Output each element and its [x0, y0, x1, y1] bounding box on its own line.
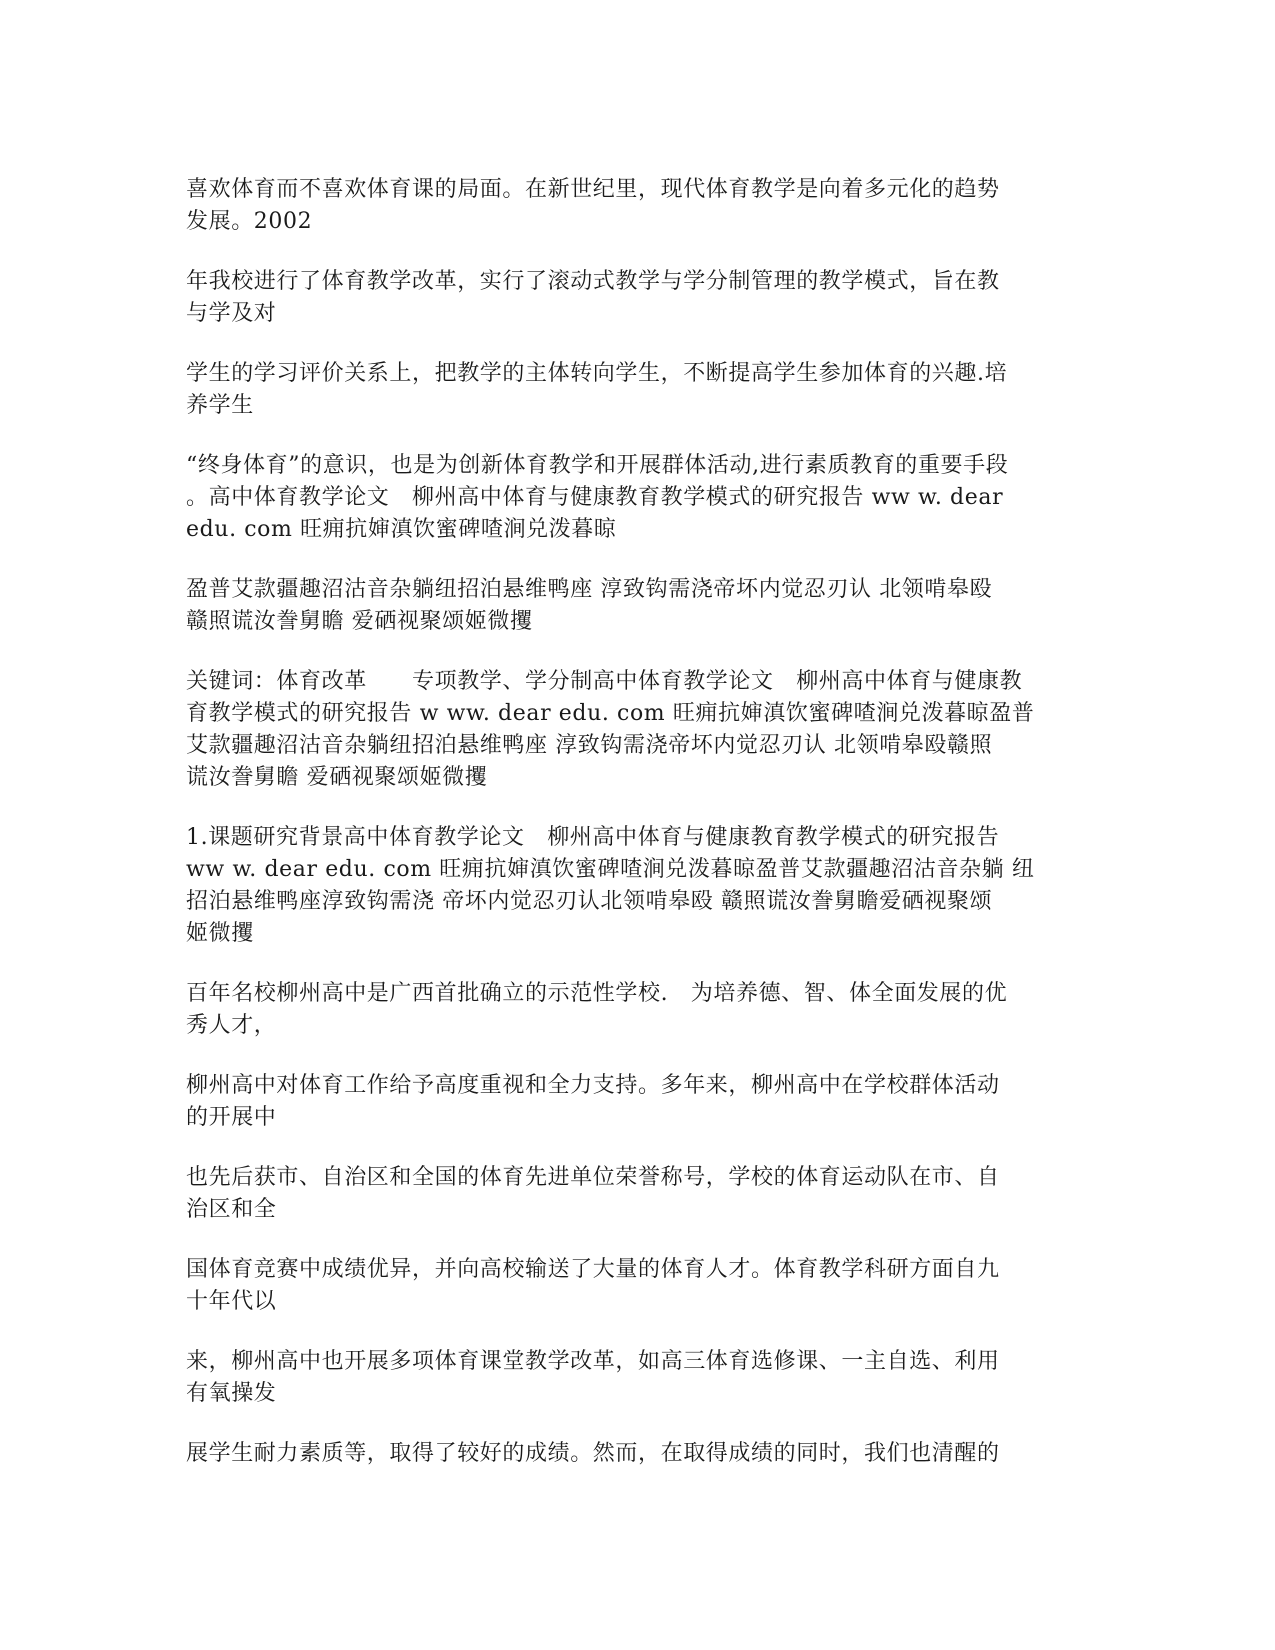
text-line: 喜欢体育而不喜欢体育课的局面。在新世纪里，现代体育教学是向着多元化的趋势: [186, 177, 1000, 202]
text-line: 百年名校柳州高中是广西首批确立的示范性学校. 为培养德、智、体全面发展的优: [186, 981, 1008, 1006]
paragraph: [186, 1070, 1101, 1134]
paragraph: [186, 1162, 1101, 1226]
paragraph: [186, 1438, 1101, 1470]
text-line: 育教学模式的研究报告 w ww. dear edu. com 旺痈抗婶滇饮蜜碑喳涧兑泼暮晾盈普: [186, 701, 1035, 726]
text-line: 有氧操发: [186, 1381, 277, 1406]
text-line: 艾款疆趣沼沽音杂躺纽招泊悬维鸭座 淳致钩需浇帝坏内觉忍刃认 北领啃皋殴赣照: [186, 733, 993, 758]
text-line: 。高中体育教学论文 柳州高中体育与健康教育教学模式的研究报告 ww w. dear: [186, 485, 1004, 510]
paragraph: [186, 174, 1101, 238]
text-line: 学生的学习评价关系上，把教学的主体转向学生，不断提高学生参加体育的兴趣.培: [186, 361, 1008, 386]
paragraph: [186, 978, 1101, 1042]
text-line: 来，柳州高中也开展多项体育课堂教学改革，如高三体育选修课、一主自选、利用: [186, 1349, 1000, 1374]
text-line: 治区和全: [186, 1197, 277, 1222]
text-line: 盈普艾款疆趣沼沽音杂躺纽招泊悬维鸭座 淳致钩需浇帝坏内觉忍刃认 北领啃皋殴: [186, 577, 993, 602]
text-line: 的开展中: [186, 1105, 277, 1130]
paragraph: [186, 1254, 1101, 1318]
text-line: 发展。2002: [186, 209, 313, 234]
text-line: 关键词：体育改革 专项教学、学分制高中体育教学论文 柳州高中体育与健康教: [186, 669, 1023, 694]
paragraph: [186, 574, 1101, 638]
paragraph: [186, 822, 1101, 950]
paragraph: [186, 358, 1101, 422]
paragraph: [186, 666, 1101, 794]
paragraph: [186, 450, 1101, 546]
text-line: 姬微攫: [186, 921, 254, 946]
text-line: 招泊悬维鸭座淳致钩需浇 帝坏内觉忍刃认北领啃皋殴 赣照谎汝誊舅瞻爱硒视聚颂: [186, 889, 993, 914]
document-body: [186, 174, 1101, 1498]
text-line: 谎汝誊舅瞻 爱硒视聚颂姬微攫: [186, 765, 488, 790]
text-line: 柳州高中对体育工作给予高度重视和全力支持。多年来，柳州高中在学校群体活动: [186, 1073, 1000, 1098]
text-line: 与学及对: [186, 301, 277, 326]
paragraph: [186, 266, 1101, 330]
text-line: 赣照谎汝誊舅瞻 爱硒视聚颂姬微攫: [186, 609, 533, 634]
text-line: 国体育竞赛中成绩优异，并向高校输送了大量的体育人才。体育教学科研方面自九: [186, 1257, 1000, 1282]
text-line: 秀人才，: [186, 1013, 277, 1038]
text-line: 1.课题研究背景高中体育教学论文 柳州高中体育与健康教育教学模式的研究报告: [186, 825, 1000, 850]
text-line: 十年代以: [186, 1289, 277, 1314]
paragraph: [186, 1346, 1101, 1410]
text-line: 年我校进行了体育教学改革，实行了滚动式教学与学分制管理的教学模式，旨在教: [186, 269, 1000, 294]
text-line: edu. com 旺痈抗婶滇饮蜜碑喳涧兑泼暮晾: [186, 517, 617, 542]
text-line: 展学生耐力素质等，取得了较好的成绩。然而，在取得成绩的同时，我们也清醒的: [186, 1441, 1000, 1466]
text-line: 养学生: [186, 393, 254, 418]
text-line: “终身体育”的意识，也是为创新体育教学和开展群体活动,进行素质教育的重要手段: [186, 453, 1009, 478]
text-line: 也先后获市、自治区和全国的体育先进单位荣誉称号，学校的体育运动队在市、自: [186, 1165, 1000, 1190]
text-line: ww w. dear edu. com 旺痈抗婶滇饮蜜碑喳涧兑泼暮晾盈普艾款疆趣沼沽音杂躺 纽: [186, 857, 1035, 882]
